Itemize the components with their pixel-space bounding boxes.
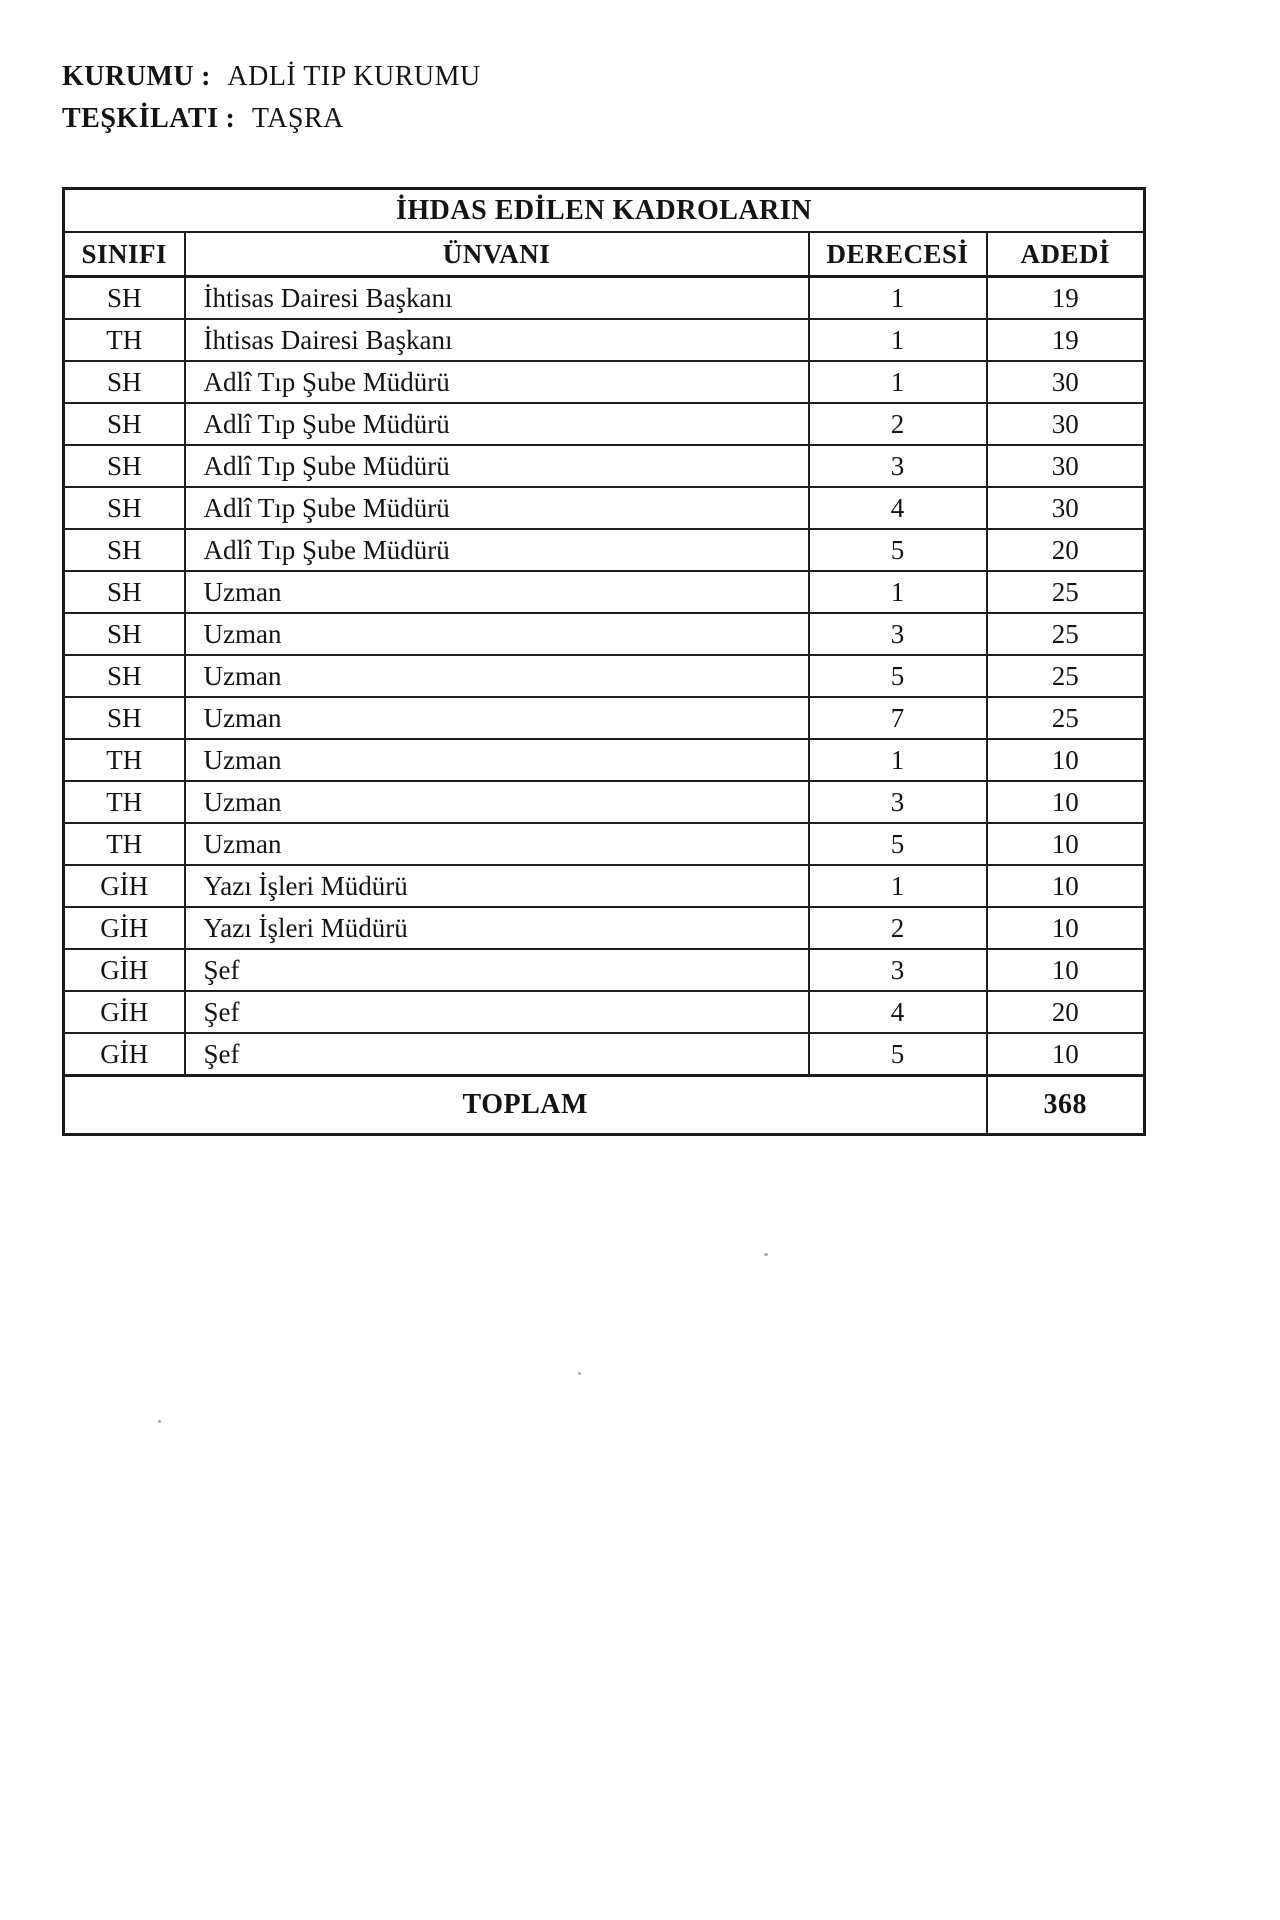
table-row	[64, 655, 1145, 697]
cell-adedi: 10	[987, 907, 1145, 949]
cell-derecesi: 1	[809, 361, 987, 403]
cell-unvani: Adlî Tıp Şube Müdürü	[185, 445, 809, 487]
cell-sinifi: SH	[64, 529, 185, 571]
cell-derecesi: 5	[809, 823, 987, 865]
cell-unvani: Şef	[185, 1033, 809, 1076]
cell-sinifi: SH	[64, 403, 185, 445]
column-header-unvani: ÜNVANI	[185, 232, 809, 277]
cell-unvani: Adlî Tıp Şube Müdürü	[185, 403, 809, 445]
teskilati-separator: :	[225, 103, 235, 134]
cell-derecesi: 1	[809, 739, 987, 781]
cell-derecesi: 2	[809, 403, 987, 445]
kurumu-label: KURUMU	[62, 61, 195, 92]
cell-sinifi: GİH	[64, 991, 185, 1033]
cell-sinifi: SH	[64, 487, 185, 529]
cell-sinifi: TH	[64, 823, 185, 865]
cell-sinifi: GİH	[64, 1033, 185, 1076]
cell-sinifi: SH	[64, 445, 185, 487]
column-header-derecesi: DERECESİ	[809, 232, 987, 277]
total-value: 368	[987, 1076, 1145, 1135]
table-row	[64, 991, 1145, 1033]
cell-adedi: 30	[987, 487, 1145, 529]
cell-unvani: Uzman	[185, 739, 809, 781]
cell-unvani: İhtisas Dairesi Başkanı	[185, 319, 809, 361]
cell-derecesi: 1	[809, 277, 987, 320]
total-label: TOPLAM	[64, 1076, 987, 1135]
table-title: İHDAS EDİLEN KADROLARIN	[64, 189, 1145, 233]
cell-unvani: Uzman	[185, 823, 809, 865]
cell-derecesi: 3	[809, 445, 987, 487]
column-header-adedi: ADEDİ	[987, 232, 1145, 277]
table-row	[64, 571, 1145, 613]
cell-adedi: 25	[987, 697, 1145, 739]
cell-adedi: 10	[987, 949, 1145, 991]
cell-adedi: 20	[987, 529, 1145, 571]
table-row	[64, 739, 1145, 781]
cell-unvani: Yazı İşleri Müdürü	[185, 907, 809, 949]
teskilati-value: TAŞRA	[251, 103, 344, 134]
cell-derecesi: 2	[809, 907, 987, 949]
column-header-sinifi: SINIFI	[64, 232, 185, 277]
cell-unvani: Uzman	[185, 571, 809, 613]
scan-speck	[578, 1372, 581, 1375]
cell-derecesi: 3	[809, 781, 987, 823]
table-header-row	[64, 232, 1145, 277]
cell-derecesi: 1	[809, 865, 987, 907]
table-row	[64, 403, 1145, 445]
table-row	[64, 781, 1145, 823]
cell-derecesi: 4	[809, 487, 987, 529]
cell-adedi: 19	[987, 319, 1145, 361]
cell-unvani: Şef	[185, 949, 809, 991]
cell-sinifi: SH	[64, 697, 185, 739]
teskilati-line	[62, 98, 481, 140]
cell-sinifi: TH	[64, 319, 185, 361]
table-row	[64, 445, 1145, 487]
scan-speck	[764, 1253, 768, 1256]
table-body	[64, 277, 1145, 1076]
cell-derecesi: 7	[809, 697, 987, 739]
cell-derecesi: 1	[809, 319, 987, 361]
cell-sinifi: TH	[64, 781, 185, 823]
cell-derecesi: 3	[809, 949, 987, 991]
cell-derecesi: 4	[809, 991, 987, 1033]
cell-sinifi: SH	[64, 277, 185, 320]
table-row	[64, 361, 1145, 403]
cell-adedi: 30	[987, 361, 1145, 403]
cell-sinifi: SH	[64, 571, 185, 613]
kurumu-value: ADLİ TIP KURUMU	[227, 61, 481, 92]
table-row	[64, 823, 1145, 865]
table-row	[64, 487, 1145, 529]
cell-unvani: Yazı İşleri Müdürü	[185, 865, 809, 907]
table-row	[64, 529, 1145, 571]
cell-adedi: 30	[987, 445, 1145, 487]
cell-derecesi: 3	[809, 613, 987, 655]
teskilati-label: TEŞKİLATI	[62, 103, 219, 134]
document-header-info	[62, 56, 481, 140]
cell-unvani: Şef	[185, 991, 809, 1033]
table-row	[64, 697, 1145, 739]
scan-speck	[158, 1420, 161, 1423]
cell-derecesi: 1	[809, 571, 987, 613]
cell-unvani: Adlî Tıp Şube Müdürü	[185, 529, 809, 571]
table-row	[64, 949, 1145, 991]
cell-derecesi: 5	[809, 1033, 987, 1076]
table-row	[64, 613, 1145, 655]
cell-unvani: İhtisas Dairesi Başkanı	[185, 277, 809, 320]
kadro-table	[62, 187, 1146, 1136]
cell-sinifi: GİH	[64, 949, 185, 991]
cell-adedi: 19	[987, 277, 1145, 320]
cell-unvani: Uzman	[185, 781, 809, 823]
cell-derecesi: 5	[809, 529, 987, 571]
cell-sinifi: SH	[64, 361, 185, 403]
cell-adedi: 25	[987, 613, 1145, 655]
table-row	[64, 907, 1145, 949]
table-row	[64, 277, 1145, 320]
cell-derecesi: 5	[809, 655, 987, 697]
cell-sinifi: SH	[64, 613, 185, 655]
cell-sinifi: GİH	[64, 865, 185, 907]
cell-adedi: 10	[987, 781, 1145, 823]
cell-sinifi: GİH	[64, 907, 185, 949]
cell-sinifi: SH	[64, 655, 185, 697]
kurumu-separator: :	[201, 61, 211, 92]
cell-unvani: Uzman	[185, 655, 809, 697]
table-total-row	[64, 1076, 1145, 1135]
cell-unvani: Uzman	[185, 697, 809, 739]
table-row	[64, 319, 1145, 361]
cell-adedi: 20	[987, 991, 1145, 1033]
table-title-row	[64, 189, 1145, 233]
cell-adedi: 25	[987, 571, 1145, 613]
cell-sinifi: TH	[64, 739, 185, 781]
cell-adedi: 10	[987, 865, 1145, 907]
table-row	[64, 1033, 1145, 1076]
cell-unvani: Adlî Tıp Şube Müdürü	[185, 487, 809, 529]
cell-adedi: 25	[987, 655, 1145, 697]
cell-adedi: 10	[987, 823, 1145, 865]
cell-unvani: Adlî Tıp Şube Müdürü	[185, 361, 809, 403]
cell-adedi: 10	[987, 739, 1145, 781]
table-row	[64, 865, 1145, 907]
cell-adedi: 10	[987, 1033, 1145, 1076]
cell-unvani: Uzman	[185, 613, 809, 655]
cell-adedi: 30	[987, 403, 1145, 445]
kurumu-line	[62, 56, 481, 98]
